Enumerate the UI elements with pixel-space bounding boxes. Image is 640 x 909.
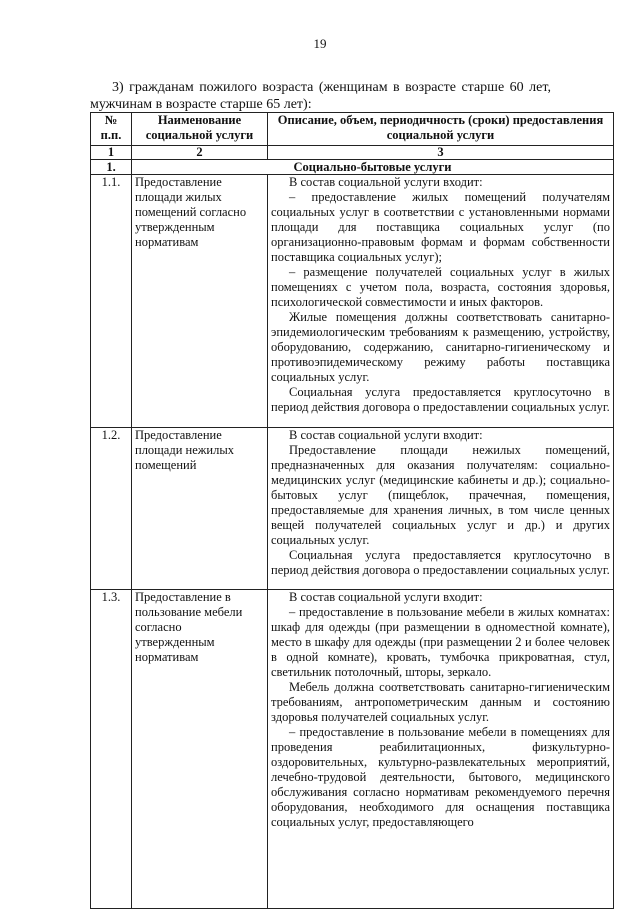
- description-paragraph: В состав социальной услуги входит:: [289, 175, 483, 189]
- header-description: Описание, объем, периодичность (сроки) предоставления социальной услуги: [268, 113, 614, 146]
- description-paragraph: В состав социальной услуги входит:: [289, 428, 483, 442]
- description-paragraph: Жилые помещения должны соответствовать санитарно-эпидемиологическим требованиям к размещению, устройству, оборудованию, содержанию, санитарно-гигиеническому и противоэпидемическому режиму работы поставщика социальных услуг.: [271, 310, 610, 384]
- description-paragraph: Предоставление площади нежилых помещений, предназначенных для оказания получателям: социально-медицинских услуг (медицинские кабинеты и др.); социально-бытовых услуг (пищеблок, прачечная, помещения, предоставляемые для хранения личных, в том числе ценных вещей получателей социальных услуг и др.) и других социальных услуг.: [271, 443, 610, 547]
- header-number-line2: п.п.: [100, 128, 122, 142]
- description-paragraph: Социальная услуга предоставляется круглосуточно в период действия договора о предоставлении социальных услуг.: [271, 385, 610, 414]
- section-row: [91, 160, 614, 175]
- page-number: 19: [313, 36, 327, 51]
- service-name: Предоставление в пользование мебели согласно утвержденным нормативам: [132, 590, 268, 909]
- service-description: [268, 428, 614, 590]
- row-number: 1.1.: [91, 175, 132, 428]
- column-number: 2: [132, 146, 268, 160]
- description-paragraph: – предоставление в пользование мебели в жилых комнатах: шкаф для одежды (при размещении в одноместной комнате), место в шкафу для одежды (при размещении 2 и более человек в одной комнате), кровать, тумбочка прикроватная, стул, светильник потолочный, шторы, зеркало.: [271, 605, 610, 679]
- intro-line-2: мужчинам в возрасте старше 65 лет):: [90, 97, 312, 112]
- description-paragraph: Мебель должна соответствовать санитарно-гигиеническим требованиям, антропометрическим данным и состоянию здоровья получателей социальных услуг.: [271, 680, 610, 724]
- header-number: [91, 113, 132, 146]
- table-row: [91, 428, 614, 590]
- service-name: Предоставление площади жилых помещений согласно утвержденным нормативам: [132, 175, 268, 428]
- table-row: [91, 175, 614, 428]
- service-description: [268, 175, 614, 428]
- description-paragraph: – предоставление в пользование мебели в помещениях для проведения реабилитационных, физкультурно-оздоровительных, культурно-развлекательных мероприятий, лечебно-трудовой деятельности, бытового, медицинского обслуживания согласно нормативам рекомендуемого перечня оборудования, необходимого для оснащения поставщика социальных услуг, предоставляющего: [271, 725, 610, 829]
- row-number: 1.3.: [91, 590, 132, 909]
- social-services-table: [90, 112, 614, 909]
- row-number: 1.2.: [91, 428, 132, 590]
- intro-line-1: 3) гражданам пожилого возраста (женщинам в возрасте старше 60 лет,: [112, 80, 551, 95]
- service-name: Предоставление площади нежилых помещений: [132, 428, 268, 590]
- column-number: 3: [268, 146, 614, 160]
- column-number: 1: [91, 146, 132, 160]
- description-paragraph: Социальная услуга предоставляется круглосуточно в период действия договора о предоставлении социальных услуг.: [271, 548, 610, 577]
- section-number: 1.: [91, 160, 132, 175]
- section-title: Социально-бытовые услуги: [132, 160, 614, 175]
- service-description: [268, 590, 614, 909]
- description-paragraph: В состав социальной услуги входит:: [289, 590, 483, 604]
- column-numbering-row: [91, 146, 614, 160]
- header-number-line1: №: [104, 113, 118, 127]
- table-header-row: [91, 113, 614, 146]
- table-row: [91, 590, 614, 909]
- header-service-name: Наименование социальной услуги: [132, 113, 268, 146]
- description-paragraph: – размещение получателей социальных услуг в жилых помещениях с учетом пола, возраста, состояния здоровья, психологической совместимости и иных факторов.: [271, 265, 610, 309]
- description-paragraph: – предоставление жилых помещений получателям социальных услуг в соответствии с установленными нормами площади для поставщика социальных услуг (по организационно-правовым формам и формам собственности поставщика социальных услуг);: [271, 190, 610, 264]
